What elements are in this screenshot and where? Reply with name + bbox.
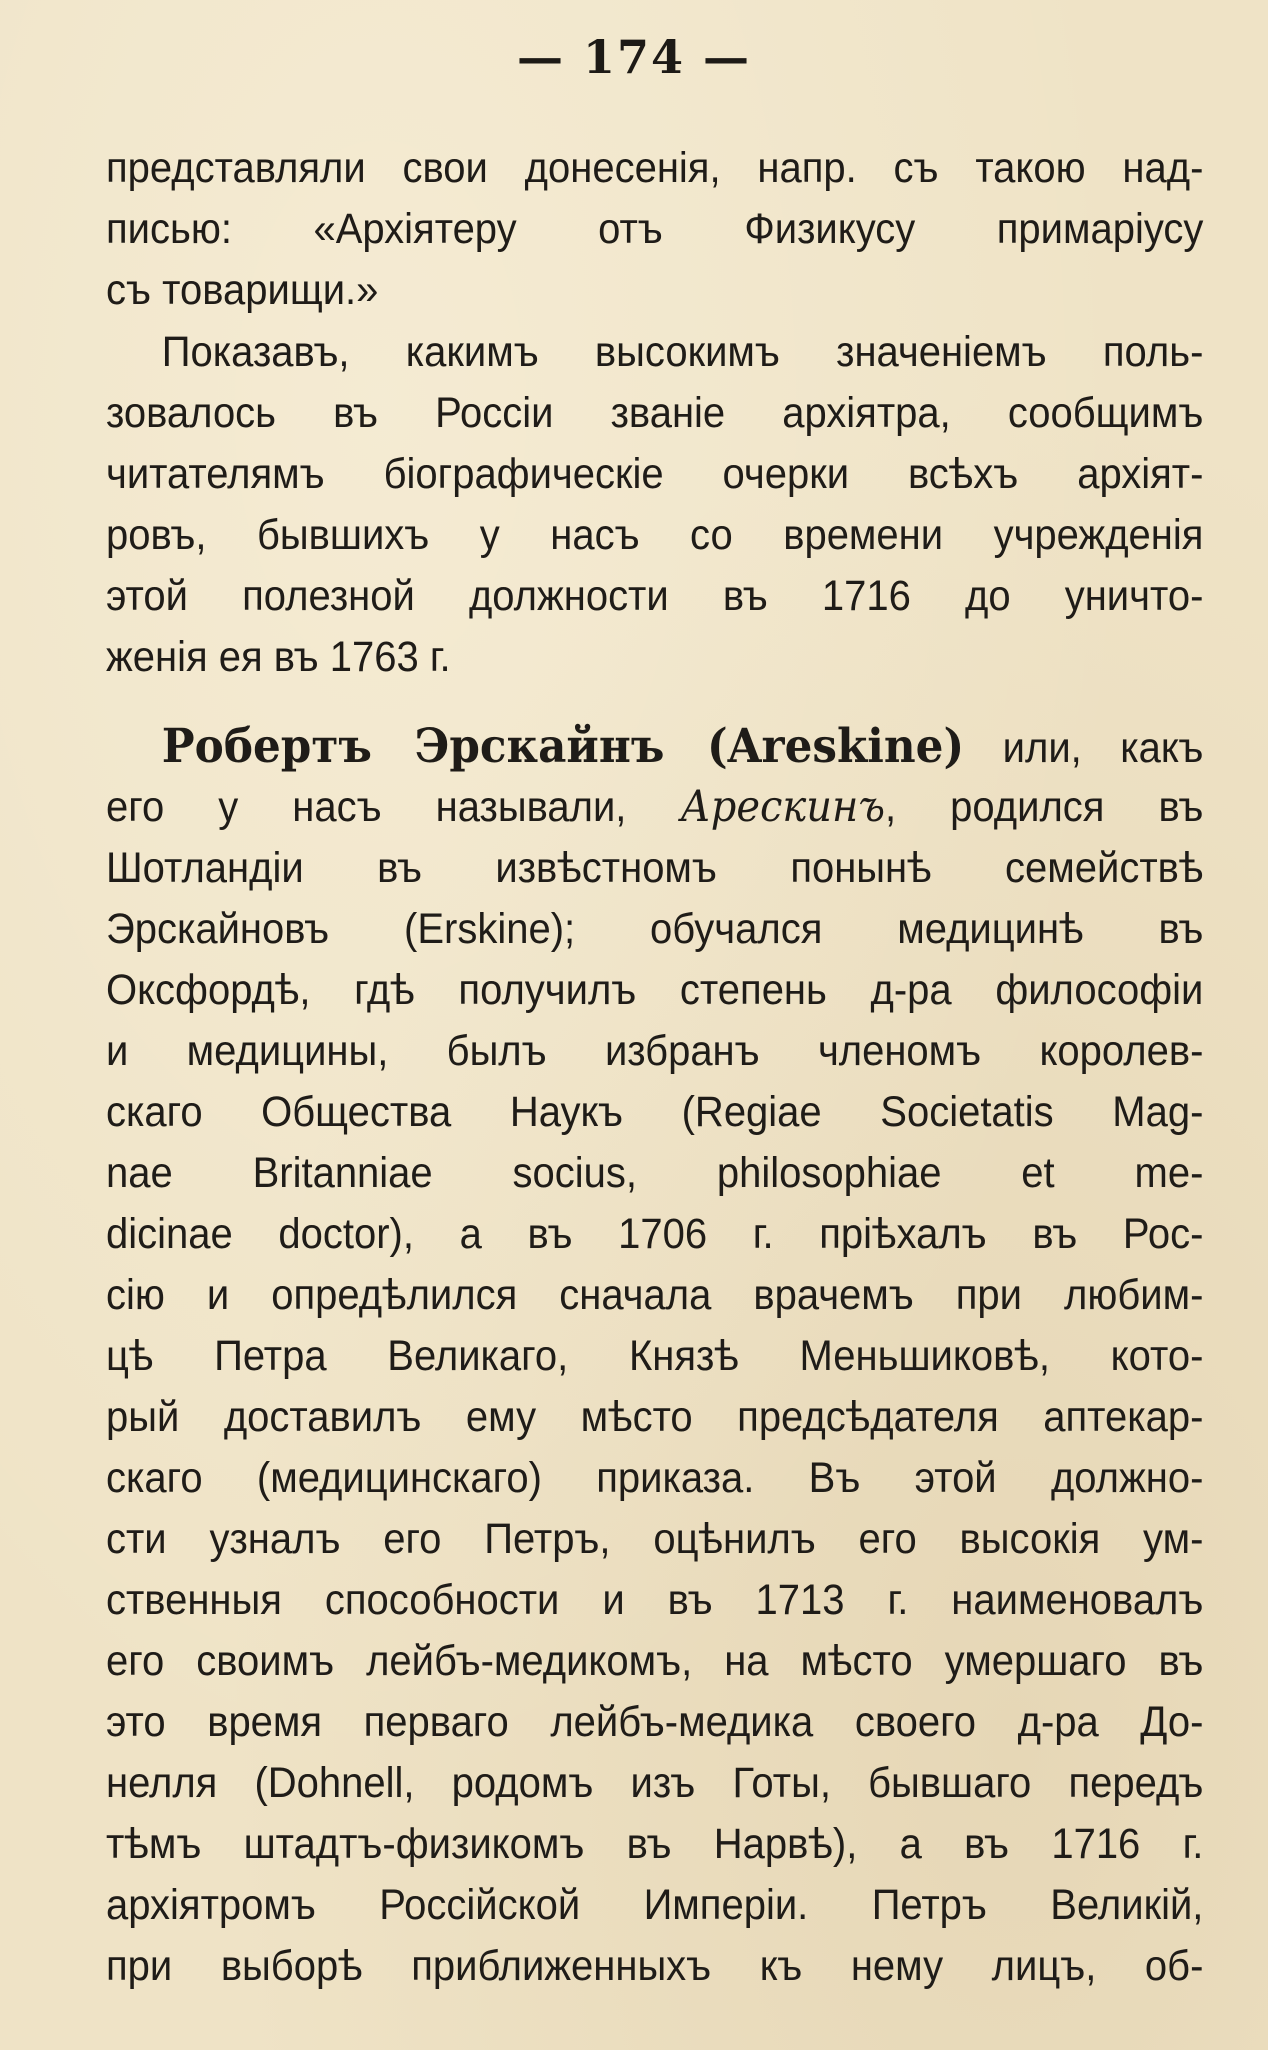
text-line: женія ея въ 1763 г. <box>106 633 451 681</box>
text-line: его своимъ лейбъ-медикомъ, на мѣсто умершаго въ <box>106 1637 1204 1685</box>
text-line: dicinae doctor), а въ 1706 г. пріѣхалъ въ Рос- <box>106 1210 1204 1258</box>
text-line-heading <box>106 716 1203 777</box>
text-line: съ товарищи.» <box>106 266 379 314</box>
text-line: читателямъ біографическіе очерки всѣхъ архіят- <box>106 450 1204 498</box>
text-line: Шотландіи въ извѣстномъ понынѣ семействѣ <box>106 844 1204 892</box>
heading-line-rest: или, какъ <box>1002 724 1204 772</box>
text-line: Оксфордѣ, гдѣ получилъ степень д-ра философіи <box>106 966 1204 1014</box>
text-line: зовалось въ Россіи званіе архіятра, сообщимъ <box>106 389 1204 437</box>
text-line: при выборѣ приближенныхъ къ нему лицъ, об- <box>106 1942 1204 1990</box>
text-line: сію и опредѣлился сначала врачемъ при любим- <box>106 1271 1204 1319</box>
text-line: nae Britanniae socius, philosophiae et me- <box>106 1149 1204 1197</box>
text-line: Показавъ, какимъ высокимъ значеніемъ поль- <box>161 328 1204 376</box>
text-line: ственныя способности и въ 1713 г. наименовалъ <box>106 1576 1204 1624</box>
text-line: сти узналъ его Петръ, оцѣнилъ его высокія ум- <box>106 1515 1204 1563</box>
text-line: скаго Общества Наукъ (Regiae Societatis Mag- <box>106 1088 1204 1136</box>
page-number: — 174 — <box>516 30 752 84</box>
line2-end: , родился въ <box>885 783 1204 831</box>
text-line: рый доставилъ ему мѣсто предсѣдателя аптекар- <box>106 1393 1204 1441</box>
line2-start: его у насъ называли, <box>106 783 681 831</box>
text-line <box>106 777 1203 838</box>
text-line: писью: «Архіятеру отъ Физикусу примаріусу <box>106 205 1204 253</box>
text-line: это время перваго лейбъ-медика своего д-ра До- <box>106 1698 1204 1746</box>
text-line: Эрскайновъ (Erskine); обучался медицинѣ въ <box>106 905 1204 953</box>
text-line: тѣмъ штадтъ-физикомъ въ Нарвѣ), а въ 1716 г. <box>106 1820 1204 1868</box>
paragraph-continuation <box>106 138 1202 321</box>
text-line: и медицины, былъ избранъ членомъ королев- <box>106 1027 1204 1075</box>
paragraph-intro <box>106 322 1202 688</box>
biography-heading-name: Робертъ Эрскайнъ (Areskine) <box>161 719 965 774</box>
paragraph-biography <box>106 716 1202 1997</box>
text-line: архіятромъ Россійской Имперіи. Петръ Великій, <box>106 1881 1204 1929</box>
text-line: скаго (медицинскаго) приказа. Въ этой должно- <box>106 1454 1204 1502</box>
text-line: представляли свои донесенія, напр. съ такою над- <box>106 144 1204 192</box>
text-line: нелля (Dohnell, родомъ изъ Готы, бывшаго передъ <box>106 1759 1204 1807</box>
text-line: этой полезной должности въ 1716 до уничто- <box>106 572 1204 620</box>
text-line: цѣ Петра Великаго, Князѣ Меньшиковѣ, кото- <box>106 1332 1204 1380</box>
name-variant-italic: Арескинъ <box>680 782 886 832</box>
text-line: ровъ, бывшихъ у насъ со времени учрежденія <box>106 511 1204 559</box>
